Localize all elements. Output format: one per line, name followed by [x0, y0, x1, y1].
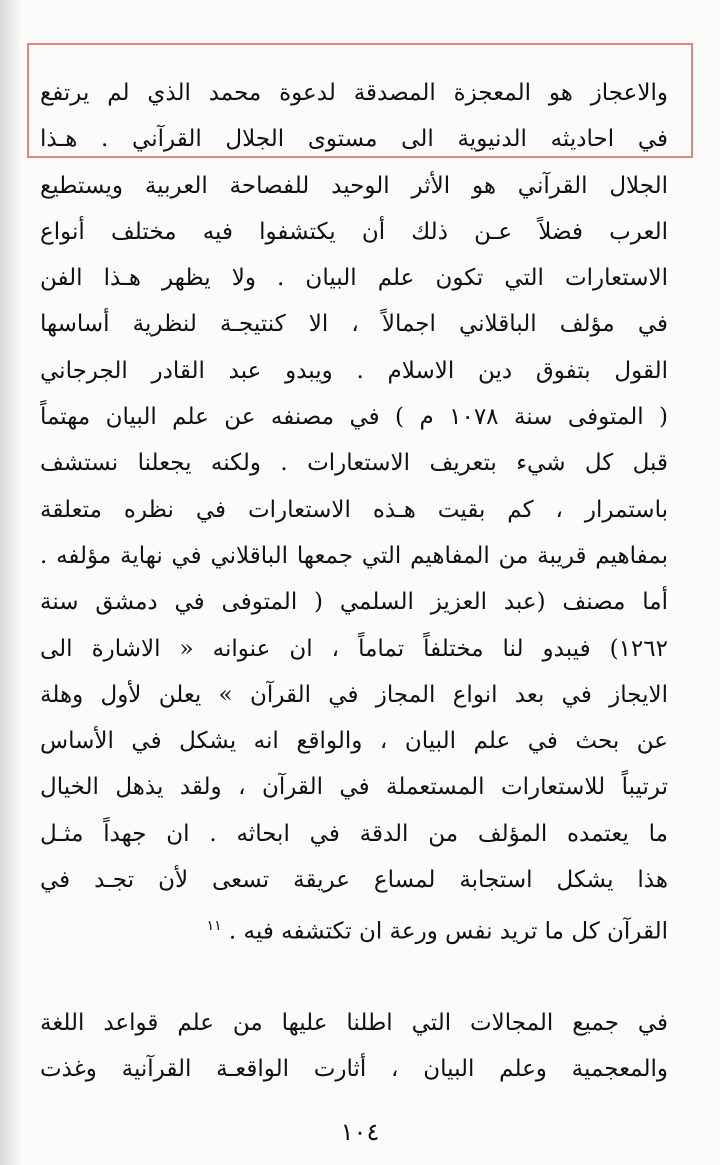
text-line-16: هذا يشكل استجابة لمساع عريقة تسعى لأن تجـد في [40, 867, 668, 894]
text-line-4: في مؤلف الباقلاني اجمالاً ، الا كنتيجـة لنظرية أساسها [40, 311, 668, 338]
text-line-6: ( المتوفى سنة ١٠٧٨ م ) في مصنفه عن علم البيان مهتماً [40, 404, 668, 431]
text-line-13: عن بحث في علم البيان ، والواقع انه يشكل في الأساس [40, 728, 668, 755]
highlighted-line-1: والاعجاز هو المعجزة المصدقة لدعوة محمد الذي لم يرتفع [40, 80, 668, 106]
text-line-8: باستمرار ، كم بقيت هـذه الاستعارات في نظره متعلقة [40, 496, 668, 523]
text-line-2: العرب فضلاً عـن ذلك أن يكتشفوا فيه مختلف أنواع [40, 218, 668, 245]
page-number: ١٠٤ [340, 1118, 380, 1146]
text-line-3: الاستعارات التي تكون علم البيان . ولا يظهر هـذا الفن [40, 265, 668, 292]
text-line-12: الايجاز في بعد انواع المجاز في القرآن » يعلن لأول وهلة [40, 681, 668, 708]
text-line-7: قبل كل شيء بتعريف الاستعارات . ولكنه يجعلنا نستشف [40, 450, 668, 477]
text-line-5: القول بتفوق دين الاسلام . ويبدو عبد القادر الجرجاني [40, 357, 668, 384]
text-line-11: ١٢٦٢) فيبدو لنا مختلفاً تماماً ، ان عنوانه « الاشارة الى [40, 635, 668, 662]
second-paragraph-block [40, 1000, 668, 1093]
text-line-14: ترتيباً للاستعارات المستعملة في القرآن ، ولقد يذهل الخيال [40, 774, 668, 801]
page-edge-shadow [0, 0, 22, 1165]
text-line-17-content: القرآن كل ما تريد نفس ورعة ان تكتشفه فيه . [228, 919, 668, 945]
paragraph-two-line-1: في جميع المجالات التي اطلنا عليها من علم قواعد اللغة [40, 1010, 668, 1036]
text-line-1: الجلال القرآني هو الأثر الوحيد للفصاحة العربية ويستطيع [40, 172, 668, 199]
text-line-17 [40, 903, 668, 949]
highlighted-line-2: في احاديثه الدنيوية الى مستوى الجلال القرآني . هـذا [40, 126, 668, 153]
footnote-marker: ١١ [206, 918, 222, 935]
main-text-block [40, 70, 668, 950]
text-line-9: بمفاهيم قريبة من المفاهيم التي جمعها الباقلاني في نهاية مؤلفه . [40, 542, 668, 569]
paragraph-two-line-2: والمعجمية وعلم البيان ، أثارت الواقعـة القرآنية وغذت [40, 1056, 668, 1083]
text-line-10: أما مصنف (عبد العزيز السلمي ( المتوفى في دمشق سنة [40, 589, 668, 616]
text-line-15: ما يعتمده المؤلف من الدقة في ابحاثه . ان جهداً مثـل [40, 820, 668, 847]
